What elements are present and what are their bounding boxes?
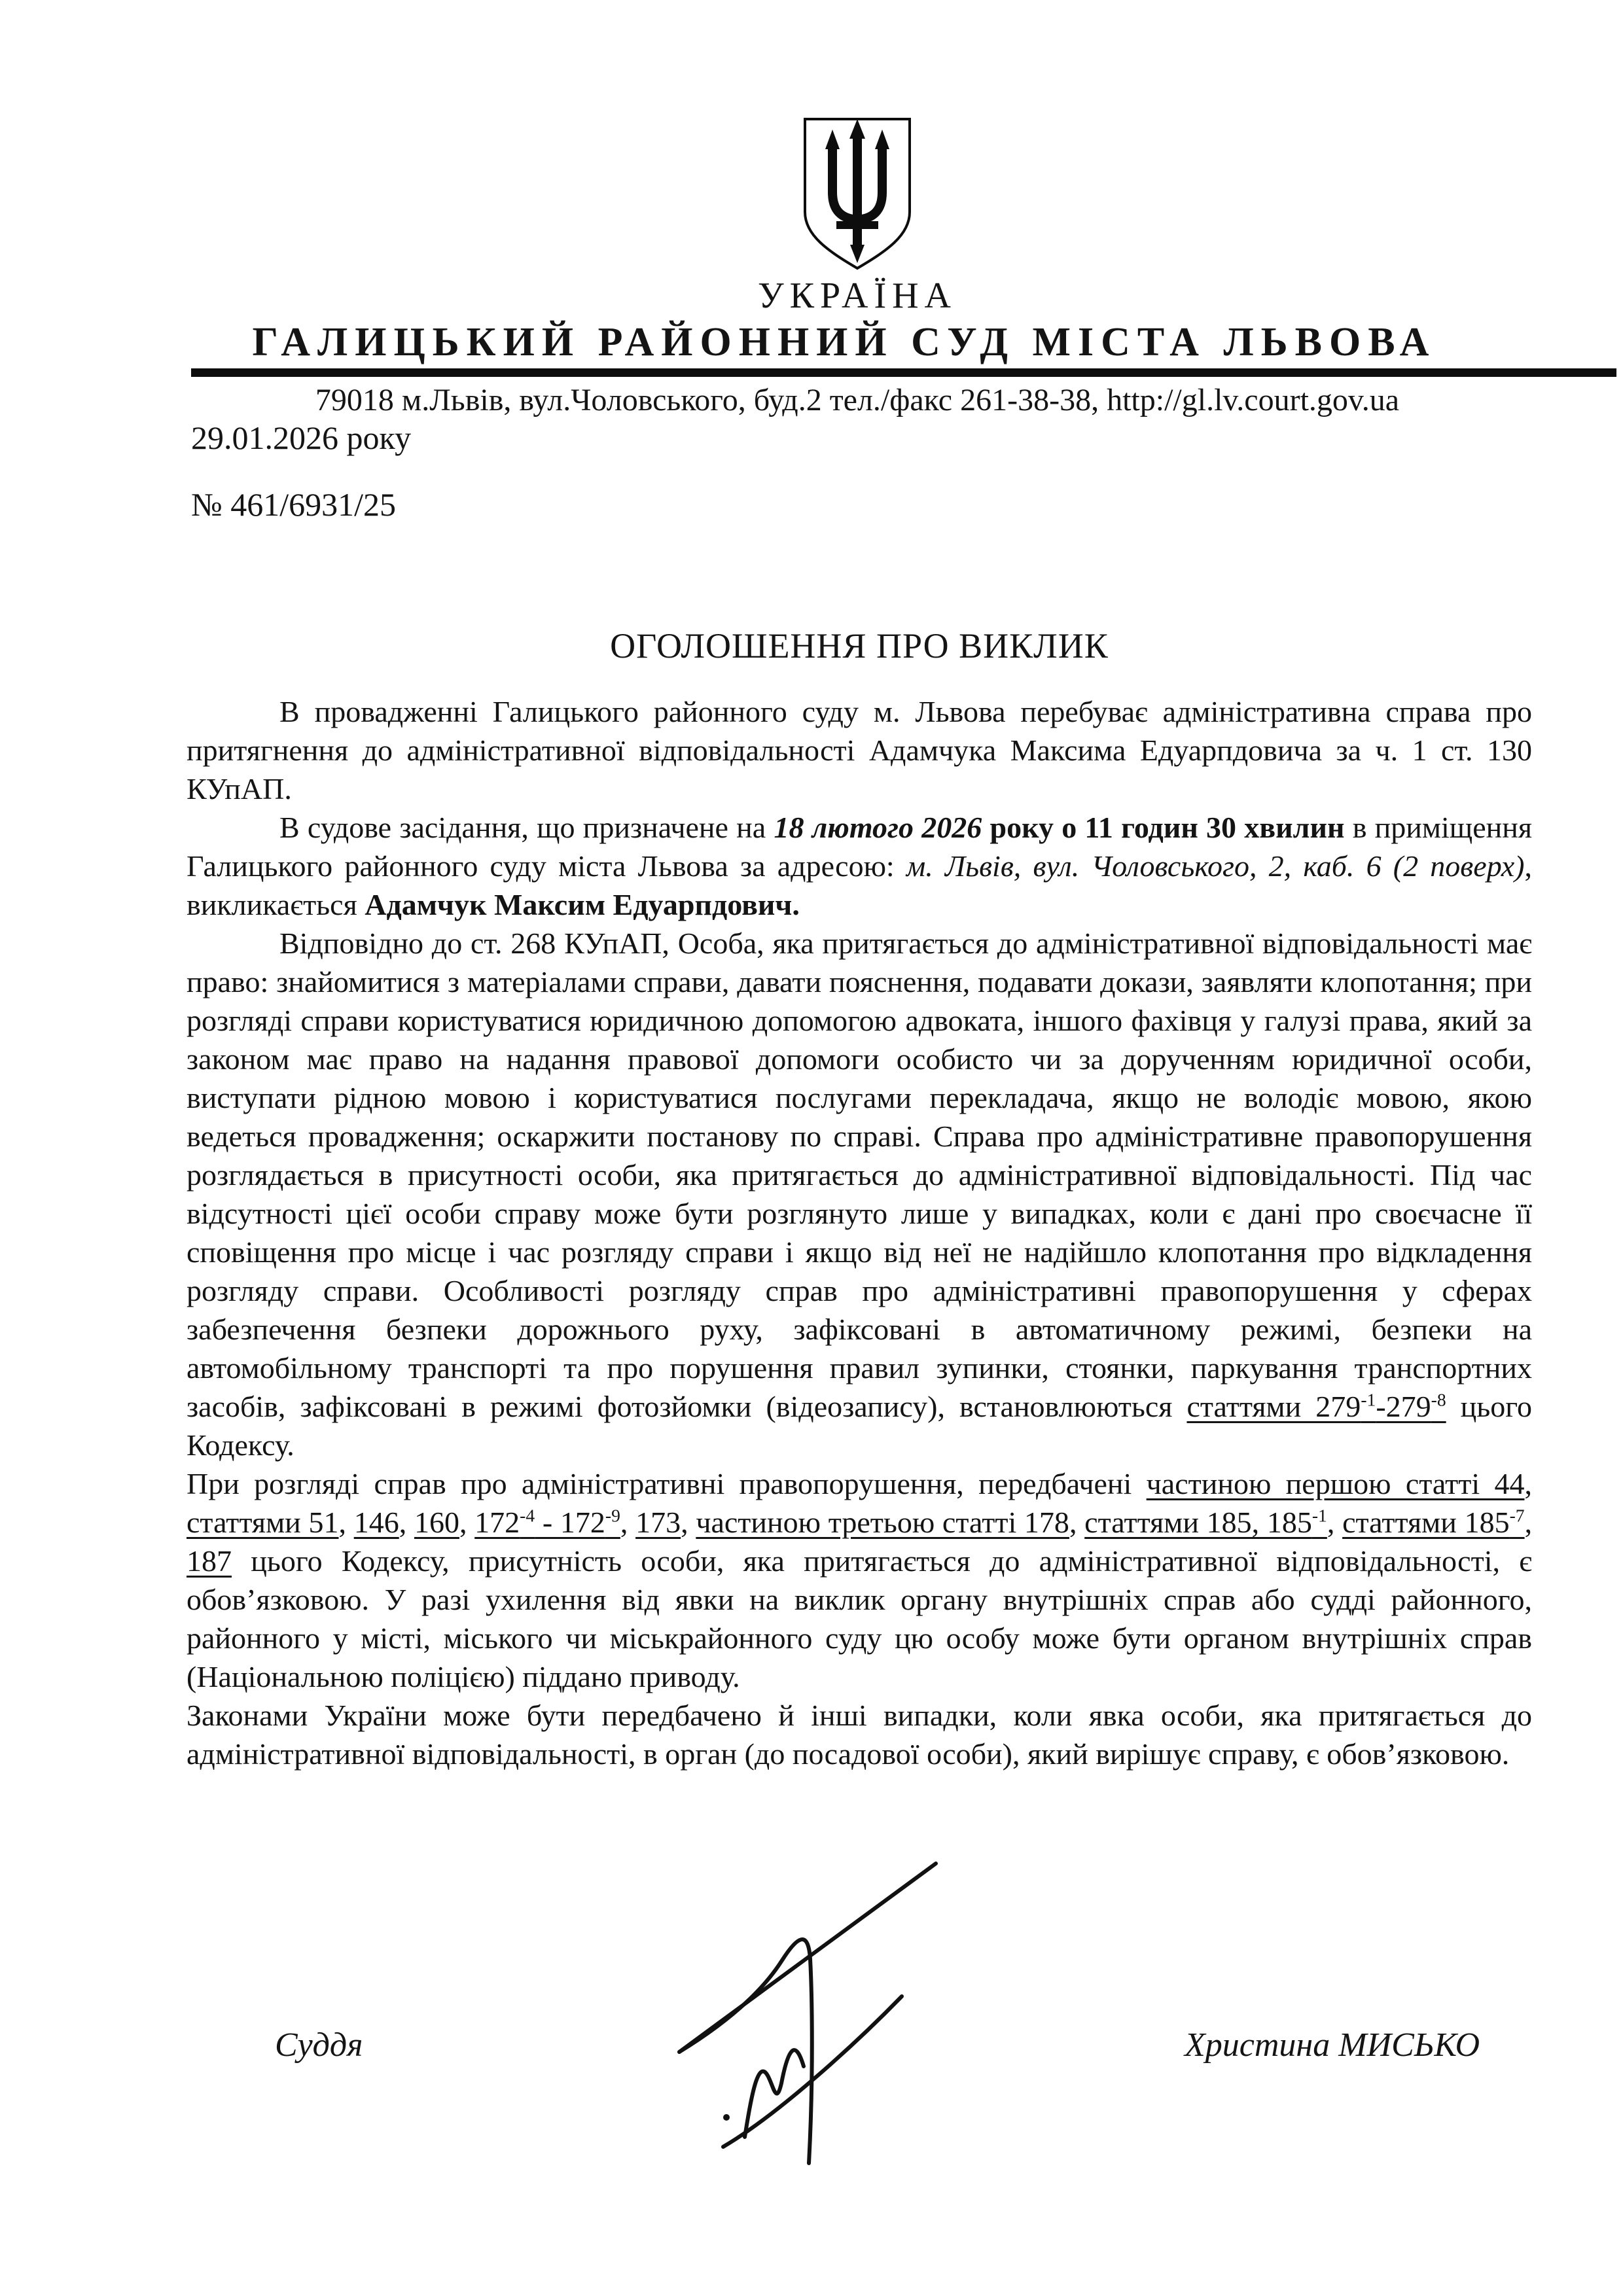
trident-icon [800,115,915,274]
document-date: 29.01.2026 року [191,419,412,456]
paragraph-hearing-notice: В судове засідання, що призначене на 18 лютого 2026 року о 11 годин 30 хвилин в приміщення Галицького районного суду міста Львова за адресою: м. Львів, вул. Чоловського, 2, каб. 6 (2 поверх), викликається Адамчук Максим Едуарпдович. [187,811,1533,921]
court-address-line: 79018 м.Львів, вул.Чоловського, буд.2 тел./факс 261-38-38, http://gl.lv.court.gov.ua [315,383,1400,417]
judge-label: Суддя [275,2026,363,2064]
paragraph-mandatory-presence: При розгляді справ про адміністративні правопорушення, передбачені частиною першою статті 44, статтями 51, 146, 160, $172^{-4} - 172^{-9}$, 173, частиною третьою статті 178, статтями 185, $185^{-1}$, статтями $185^{-7}$, 187 цього Кодексу, присутність особи, яка притягається до адміністративної відповідальності, є обов’язковою. У разі ухилення від явки на виклик органу внутрішніх справ або судді районного, районного у місті, міського чи міськрайонного суду цю особу може бути органом внутрішніх справ (Національною поліцією) піддано приводу. [187,1467,1533,1693]
paragraph-other-cases: Законами України може бути передбачено й інші випадки, коли явка особи, яка притягається до адміністративної відповідальності, в орган (до посадової особи), який вирішує справу, є обов’язковою. [187,1699,1532,1771]
judge-name: Христина МИСЬКО [1185,2026,1480,2064]
judge-signature [661,1856,949,2176]
signature-scribble-icon [661,1856,949,2176]
ukraine-coat-of-arms [800,115,915,274]
country-name: УКРАЇНА [758,275,957,316]
document-title: ОГОЛОШЕННЯ ПРО ВИКЛИК [610,626,1109,665]
paragraph-rights: Відповідно до ст. 268 КУпАП, Особа, яка притягається до адміністративної відповідальності має право: знайомитися з матеріалами справи, давати пояснення, подавати докази, заявляти клопотання; при розгляді справи користуватися юридичною допомогою адвоката, іншого фахівця у галузі права, який за законом має право на надання правової допомоги особисто чи за дорученням юридичної особи, виступати рідною мовою і користуватися послугами перекладача, якщо не володіє мовою, якою ведеться провадження; оскаржити постанову по справі. Справа про адміністративне правопорушення розглядається в присутності особи, яка притягається до адміністративної відповідальності. Під час відсутності цієї особи справу може бути розглянуто лише у випадках, коли є дані про своєчасне її сповіщення про місце і час розгляду справи і якщо від неї не надійшло клопотання про відкладення розгляду справи. Особливості розгляду справ про адміністративні правопорушення у сферах забезпечення безпеки дорожнього руху, зафіксовані в автоматичному режимі, безпеки на автомобільному транспорті та про порушення правил зупинки, стоянки, паркування транспортних засобів, зафіксовані в режимі фотозйомки (відеозапису), встановлюються статтями $279^{-1}-279^{-8}$ цього Кодексу. [187,927,1533,1462]
court-name: ГАЛИЦЬКИЙ РАЙОННИЙ СУД МІСТА ЛЬВОВА [252,320,1436,364]
case-number: № 461/6931/25 [191,486,396,523]
header-divider [191,368,1616,377]
document-body [187,692,1532,1773]
paragraph-case-info: В провадженні Галицького районного суду м. Львова перебуває адміністративна справа про притягнення до адміністративної відповідальності Адамчука Максима Едуарпдовича за ч. 1 ст. 130 КУпАП. [187,695,1532,805]
